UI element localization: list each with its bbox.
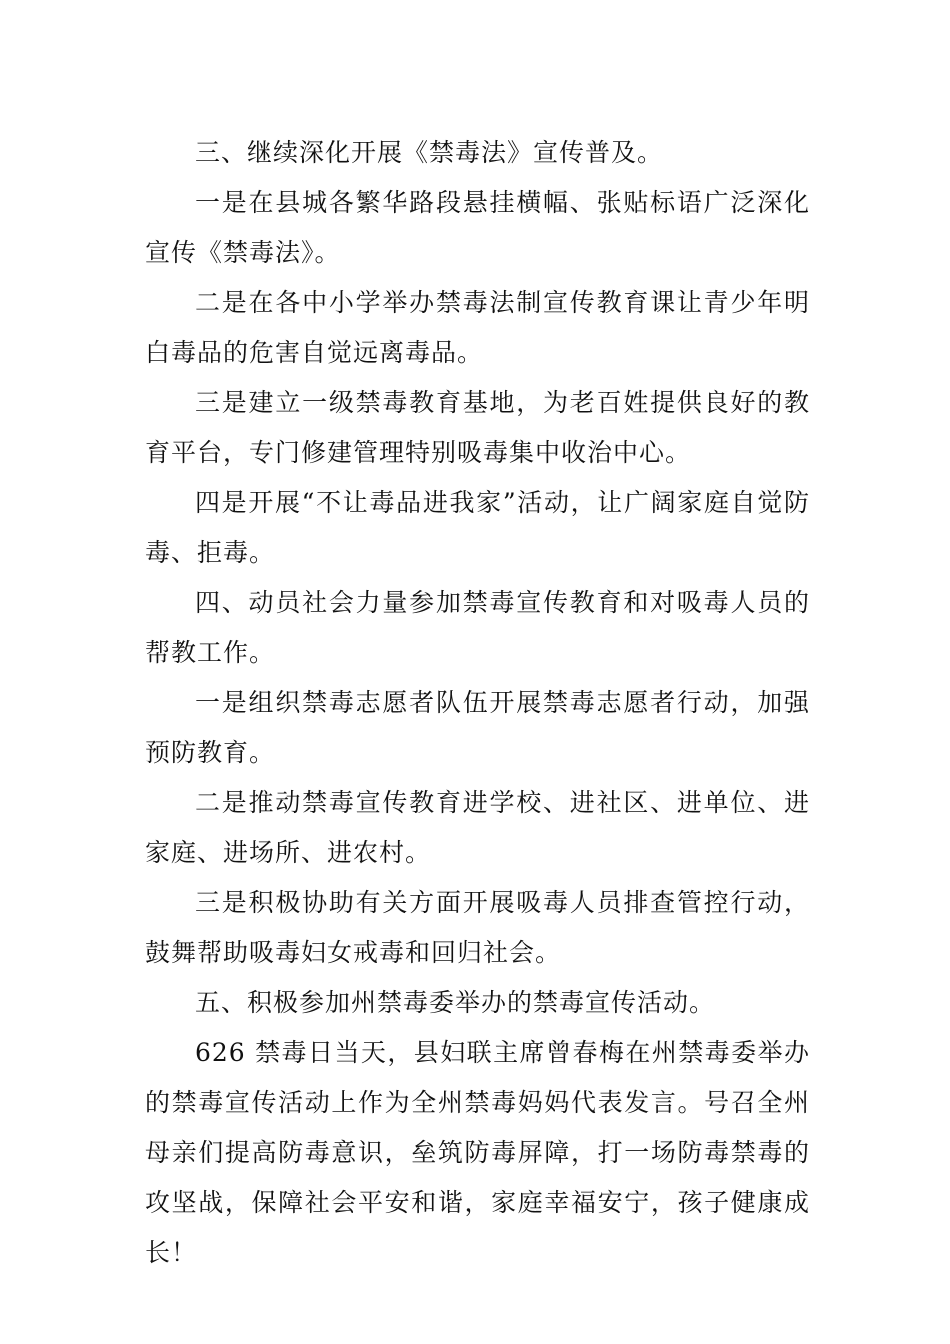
paragraph-item: 一是组织禁毒志愿者队伍开展禁毒志愿者行动，加强预防教育。	[145, 688, 810, 767]
paragraph-item: 626 禁毒日当天，县妇联主席曾春梅在州禁毒委举办的禁毒宣传活动上作为全州禁毒妈妈代表发言。号召全州母亲们提高防毒意识，垒筑防毒屏障，打一场防毒禁毒的攻坚战，保障社会平安和谐，家庭幸福安宁，孩子健康成长！	[145, 1038, 810, 1267]
paragraph-item: 三是建立一级禁毒教育基地，为老百姓提供良好的教育平台，专门修建管理特别吸毒集中收治中心。	[145, 388, 810, 467]
paragraph-item: 二是推动禁毒宣传教育进学校、进社区、进单位、进家庭、进场所、进农村。	[145, 788, 810, 867]
paragraph-item: 四是开展“不让毒品进我家”活动，让广阔家庭自觉防毒、拒毒。	[145, 488, 810, 567]
paragraph-item: 三是积极协助有关方面开展吸毒人员排查管控行动，鼓舞帮助吸毒妇女戒毒和回归社会。	[145, 888, 810, 967]
heading-section-4: 四、动员社会力量参加禁毒宣传教育和对吸毒人员的帮教工作。	[145, 588, 810, 667]
paragraph-item: 二是在各中小学举办禁毒法制宣传教育课让青少年明白毒品的危害自觉远离毒品。	[145, 288, 810, 367]
heading-section-5: 五、积极参加州禁毒委举办的禁毒宣传活动。	[195, 988, 716, 1017]
heading-section-3: 三、继续深化开展《禁毒法》宣传普及。	[195, 138, 664, 167]
paragraph-item: 一是在县城各繁华路段悬挂横幅、张贴标语广泛深化宣传《禁毒法》。	[145, 188, 810, 267]
document-body	[145, 128, 810, 1278]
